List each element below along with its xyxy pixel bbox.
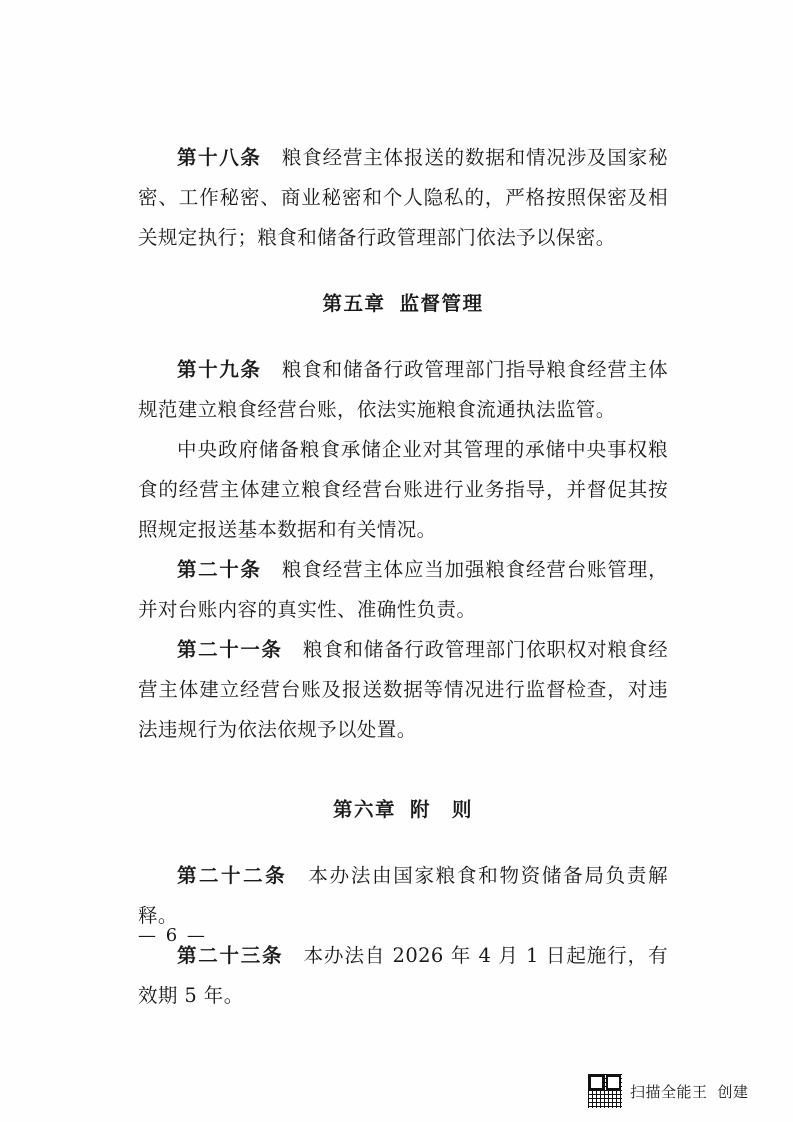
spacer <box>138 258 668 284</box>
paragraph-article-19-sub <box>138 430 668 550</box>
watermark-app-name: 扫描全能王 <box>630 1082 708 1101</box>
article-number-20: 第二十条 <box>177 558 262 581</box>
article-text-22: 本办法由国家粮食和物资储备局负责解释。 <box>138 864 668 927</box>
paragraph-article-22 <box>138 856 668 936</box>
chapter-6-number: 第六章 <box>332 798 396 821</box>
article-number-18: 第十八条 <box>177 146 262 169</box>
article-number-23: 第二十三条 <box>177 944 284 967</box>
article-text-23: 本办法自 2026 年 4 月 1 日起施行，有效期 5 年。 <box>138 944 668 1007</box>
article-text-18: 粮食经营主体报送的数据和情况涉及国家秘密、工作秘密、商业秘密和个人隐私的，严格按照保密及相关规定执行；粮食和储备行政管理部门依法予以保密。 <box>138 146 668 249</box>
article-number-21: 第二十一条 <box>177 638 283 661</box>
article-text-20: 粮食经营主体应当加强粮食经营台账管理，并对台账内容的真实性、准确性负责。 <box>138 558 668 621</box>
chapter-heading-6 <box>138 790 668 830</box>
paragraph-article-20 <box>138 550 668 630</box>
article-number-22: 第二十二条 <box>177 864 288 887</box>
qr-code-icon <box>588 1074 622 1108</box>
document-body <box>138 138 668 1016</box>
chapter-heading-5 <box>138 284 668 324</box>
spacer <box>138 324 668 350</box>
paragraph-article-19 <box>138 350 668 430</box>
chapter-6-title: 附 则 <box>410 798 474 821</box>
spacer <box>138 750 668 790</box>
spacer <box>138 830 668 856</box>
paragraph-article-21 <box>138 630 668 750</box>
article-number-19: 第十九条 <box>177 358 262 381</box>
page-number: — 6 — <box>138 925 207 946</box>
watermark <box>588 1074 749 1108</box>
article-text-19: 粮食和储备行政管理部门指导粮食经营主体规范建立粮食经营台账，依法实施粮食流通执法监管。 <box>138 358 668 421</box>
chapter-5-number: 第五章 <box>322 292 386 315</box>
watermark-action: 创建 <box>717 1082 749 1101</box>
paragraph-article-18 <box>138 138 668 258</box>
paragraph-article-23 <box>138 936 668 1016</box>
watermark-label <box>630 1081 749 1102</box>
article-text-19-sub: 中央政府储备粮食承储企业对其管理的承储中央事权粮食的经营主体建立粮食经营台账进行业务指导，并督促其按照规定报送基本数据和有关情况。 <box>138 438 668 541</box>
chapter-5-title: 监督管理 <box>399 292 484 315</box>
article-text-21: 粮食和储备行政管理部门依职权对粮食经营主体建立经营台账及报送数据等情况进行监督检查，对违法违规行为依法依规予以处置。 <box>138 638 668 741</box>
